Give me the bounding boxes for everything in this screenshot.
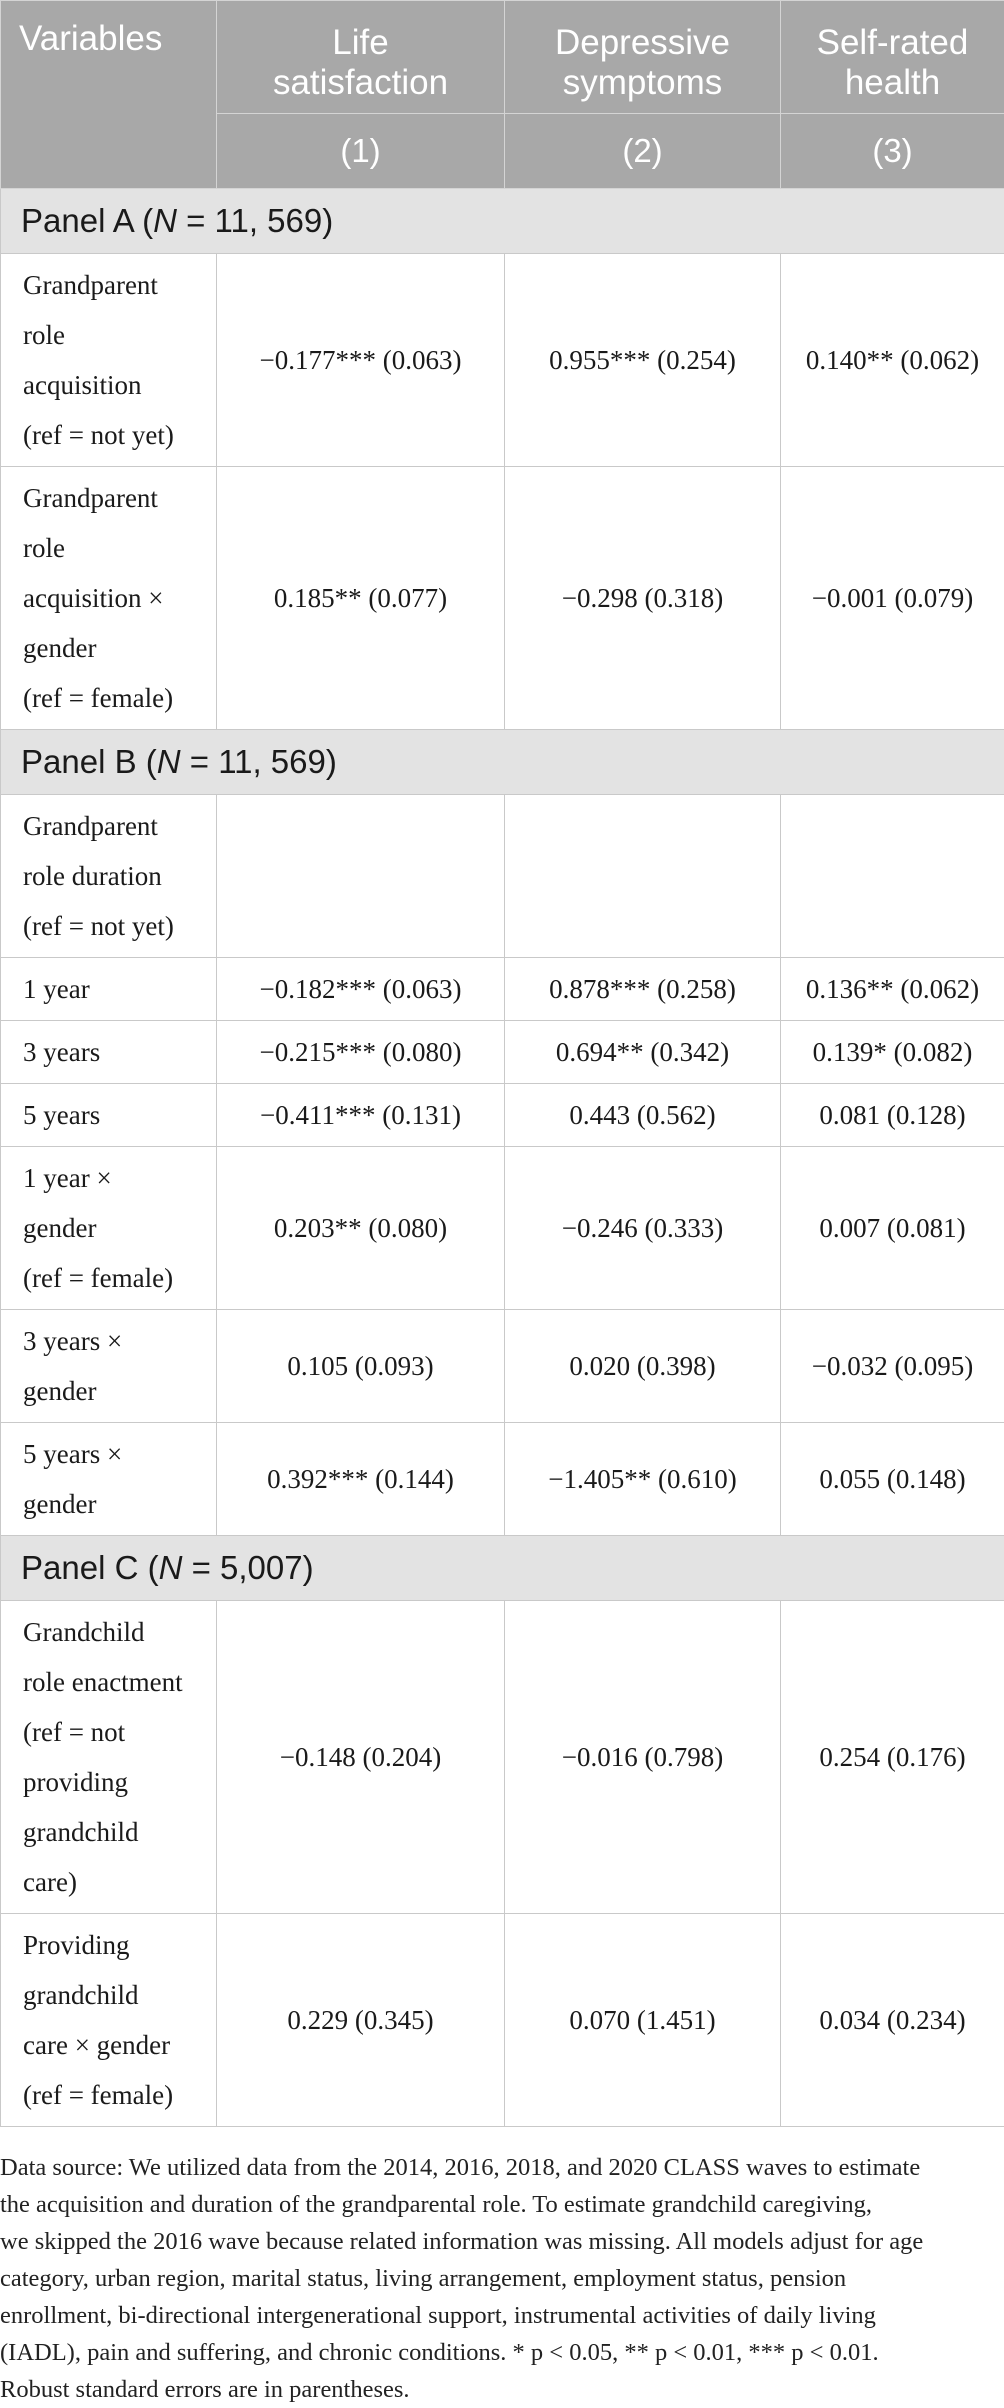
table-row (1, 1021, 1004, 1084)
coefficient-cell: −0.215*** (0.080) (217, 1021, 505, 1084)
row-label-line: Providing (23, 1920, 208, 1970)
row-label-line: role (23, 310, 208, 360)
table-row (1, 1601, 1004, 1914)
coefficient-cell: −0.001 (0.079) (781, 467, 1004, 730)
column-header-life-satisfaction (217, 1, 505, 114)
row-label-line: (ref = not yet) (23, 901, 208, 951)
column-header-self-rated-health (781, 1, 1004, 114)
column-header-depressive-symptoms (505, 1, 781, 114)
row-label-line: Grandparent (23, 473, 208, 523)
panel-title-suffix: = 11, 569) (181, 743, 337, 780)
coefficient-cell: 0.203** (0.080) (217, 1147, 505, 1310)
coefficient-cell: 0.694** (0.342) (505, 1021, 781, 1084)
panel-title (1, 1536, 1004, 1601)
row-label-line: Grandparent (23, 801, 208, 851)
variables-header: Variables (1, 1, 217, 189)
row-label-line: (ref = female) (23, 1253, 208, 1303)
row-label-line: care × gender (23, 2020, 208, 2070)
row-label-line: Grandparent (23, 260, 208, 310)
coefficient-cell: −0.182*** (0.063) (217, 958, 505, 1021)
row-label-line: (ref = female) (23, 2070, 208, 2120)
row-label-line: gender (23, 1479, 208, 1529)
row-label-line: role (23, 523, 208, 573)
row-label-line: acquisition (23, 360, 208, 410)
column-header-line: Self-rated (787, 23, 998, 63)
row-label-line: acquisition × (23, 573, 208, 623)
table-header (1, 1, 1004, 189)
coefficient-cell: 0.055 (0.148) (781, 1423, 1004, 1536)
coefficient-cell: 0.034 (0.234) (781, 1914, 1004, 2127)
row-label-line: gender (23, 1366, 208, 1416)
footnote-line: enrollment, bi-directional intergenerational support, instrumental activities of daily living (0, 2297, 986, 2334)
row-label-line: 1 year (23, 964, 208, 1014)
table-row (1, 1310, 1004, 1423)
row-label-line: care) (23, 1857, 208, 1907)
coefficient-cell: 0.007 (0.081) (781, 1147, 1004, 1310)
column-number-3: (3) (781, 114, 1004, 189)
panel-title-n: N (157, 743, 181, 780)
coefficient-cell: −0.298 (0.318) (505, 467, 781, 730)
coefficient-cell: 0.955*** (0.254) (505, 254, 781, 467)
row-label-line: 3 years × (23, 1316, 208, 1366)
row-label (1, 1601, 217, 1914)
coefficient-cell: −0.177*** (0.063) (217, 254, 505, 467)
column-header-line: Depressive (511, 23, 774, 63)
row-label-line: providing (23, 1757, 208, 1807)
row-label-line: gender (23, 1203, 208, 1253)
row-label-line: 1 year × (23, 1153, 208, 1203)
coefficient-cell: 0.254 (0.176) (781, 1601, 1004, 1914)
table-row (1, 958, 1004, 1021)
panel-title-suffix: = 5,007) (182, 1549, 313, 1586)
row-label-line: 3 years (23, 1027, 208, 1077)
row-label (1, 1914, 217, 2127)
table-row (1, 467, 1004, 730)
column-header-line: satisfaction (223, 63, 498, 103)
table-row (1, 1147, 1004, 1310)
row-label (1, 467, 217, 730)
column-header-line: Life (223, 23, 498, 63)
column-number-1: (1) (217, 114, 505, 189)
row-label-line: Grandchild (23, 1607, 208, 1657)
coefficient-cell: −0.246 (0.333) (505, 1147, 781, 1310)
coefficient-cell: −0.148 (0.204) (217, 1601, 505, 1914)
row-label (1, 958, 217, 1021)
footnote-line: Robust standard errors are in parentheses. (0, 2371, 986, 2408)
footnote-line: we skipped the 2016 wave because related information was missing. All models adjust for age (0, 2223, 986, 2260)
row-label-line: (ref = female) (23, 673, 208, 723)
panel-title-suffix: = 11, 569) (177, 202, 333, 239)
row-label-line: (ref = not (23, 1707, 208, 1757)
coefficient-cell: −0.411*** (0.131) (217, 1084, 505, 1147)
coefficient-cell (781, 795, 1004, 958)
coefficient-cell: 0.229 (0.345) (217, 1914, 505, 2127)
column-header-line: health (787, 63, 998, 103)
row-label-line: role enactment (23, 1657, 208, 1707)
coefficient-cell: 0.081 (0.128) (781, 1084, 1004, 1147)
coefficient-cell: 0.136** (0.062) (781, 958, 1004, 1021)
coefficient-cell: 0.070 (1.451) (505, 1914, 781, 2127)
panel-header-row (1, 1536, 1004, 1601)
coefficient-cell: 0.443 (0.562) (505, 1084, 781, 1147)
row-label-line: 5 years (23, 1090, 208, 1140)
table-footnote (0, 2127, 1004, 2408)
row-label-line: grandchild (23, 1807, 208, 1857)
footnote-line: (IADL), pain and suffering, and chronic conditions. * p < 0.05, ** p < 0.01, *** p < 0.01. (0, 2334, 986, 2371)
coefficient-cell: 0.105 (0.093) (217, 1310, 505, 1423)
table-row (1, 795, 1004, 958)
panel-title-prefix: Panel B ( (21, 743, 157, 780)
column-header-line: symptoms (511, 63, 774, 103)
panel-title (1, 189, 1004, 254)
panel-title-prefix: Panel C ( (21, 1549, 159, 1586)
row-label-line: 5 years × (23, 1429, 208, 1479)
table-body (1, 189, 1004, 2127)
row-label-line: grandchild (23, 1970, 208, 2020)
coefficient-cell: −0.032 (0.095) (781, 1310, 1004, 1423)
coefficient-cell: 0.392*** (0.144) (217, 1423, 505, 1536)
footnote-line: category, urban region, marital status, living arrangement, employment status, pension (0, 2260, 986, 2297)
row-label-line: gender (23, 623, 208, 673)
coefficient-cell: 0.185** (0.077) (217, 467, 505, 730)
table-row (1, 1423, 1004, 1536)
coefficient-cell: 0.020 (0.398) (505, 1310, 781, 1423)
footnote-line: Data source: We utilized data from the 2014, 2016, 2018, and 2020 CLASS waves to estimate (0, 2149, 986, 2186)
coefficient-cell: 0.878*** (0.258) (505, 958, 781, 1021)
panel-header-row (1, 730, 1004, 795)
table-row (1, 1084, 1004, 1147)
coefficient-cell: 0.139* (0.082) (781, 1021, 1004, 1084)
panel-title-n: N (153, 202, 177, 239)
table-row (1, 1914, 1004, 2127)
row-label (1, 1310, 217, 1423)
coefficient-cell: 0.140** (0.062) (781, 254, 1004, 467)
row-label-line: role duration (23, 851, 208, 901)
column-number-2: (2) (505, 114, 781, 189)
footnote-line: the acquisition and duration of the grandparental role. To estimate grandchild caregiving, (0, 2186, 986, 2223)
coefficient-cell: −1.405** (0.610) (505, 1423, 781, 1536)
coefficient-cell (217, 795, 505, 958)
header-row-titles (1, 1, 1004, 114)
row-label (1, 1423, 217, 1536)
panel-header-row (1, 189, 1004, 254)
row-label (1, 254, 217, 467)
row-label (1, 795, 217, 958)
coefficient-cell: −0.016 (0.798) (505, 1601, 781, 1914)
row-label (1, 1084, 217, 1147)
panel-title (1, 730, 1004, 795)
coefficient-cell (505, 795, 781, 958)
panel-title-n: N (159, 1549, 183, 1586)
row-label (1, 1147, 217, 1310)
table-row (1, 254, 1004, 467)
panel-title-prefix: Panel A ( (21, 202, 153, 239)
row-label (1, 1021, 217, 1084)
row-label-line: (ref = not yet) (23, 410, 208, 460)
